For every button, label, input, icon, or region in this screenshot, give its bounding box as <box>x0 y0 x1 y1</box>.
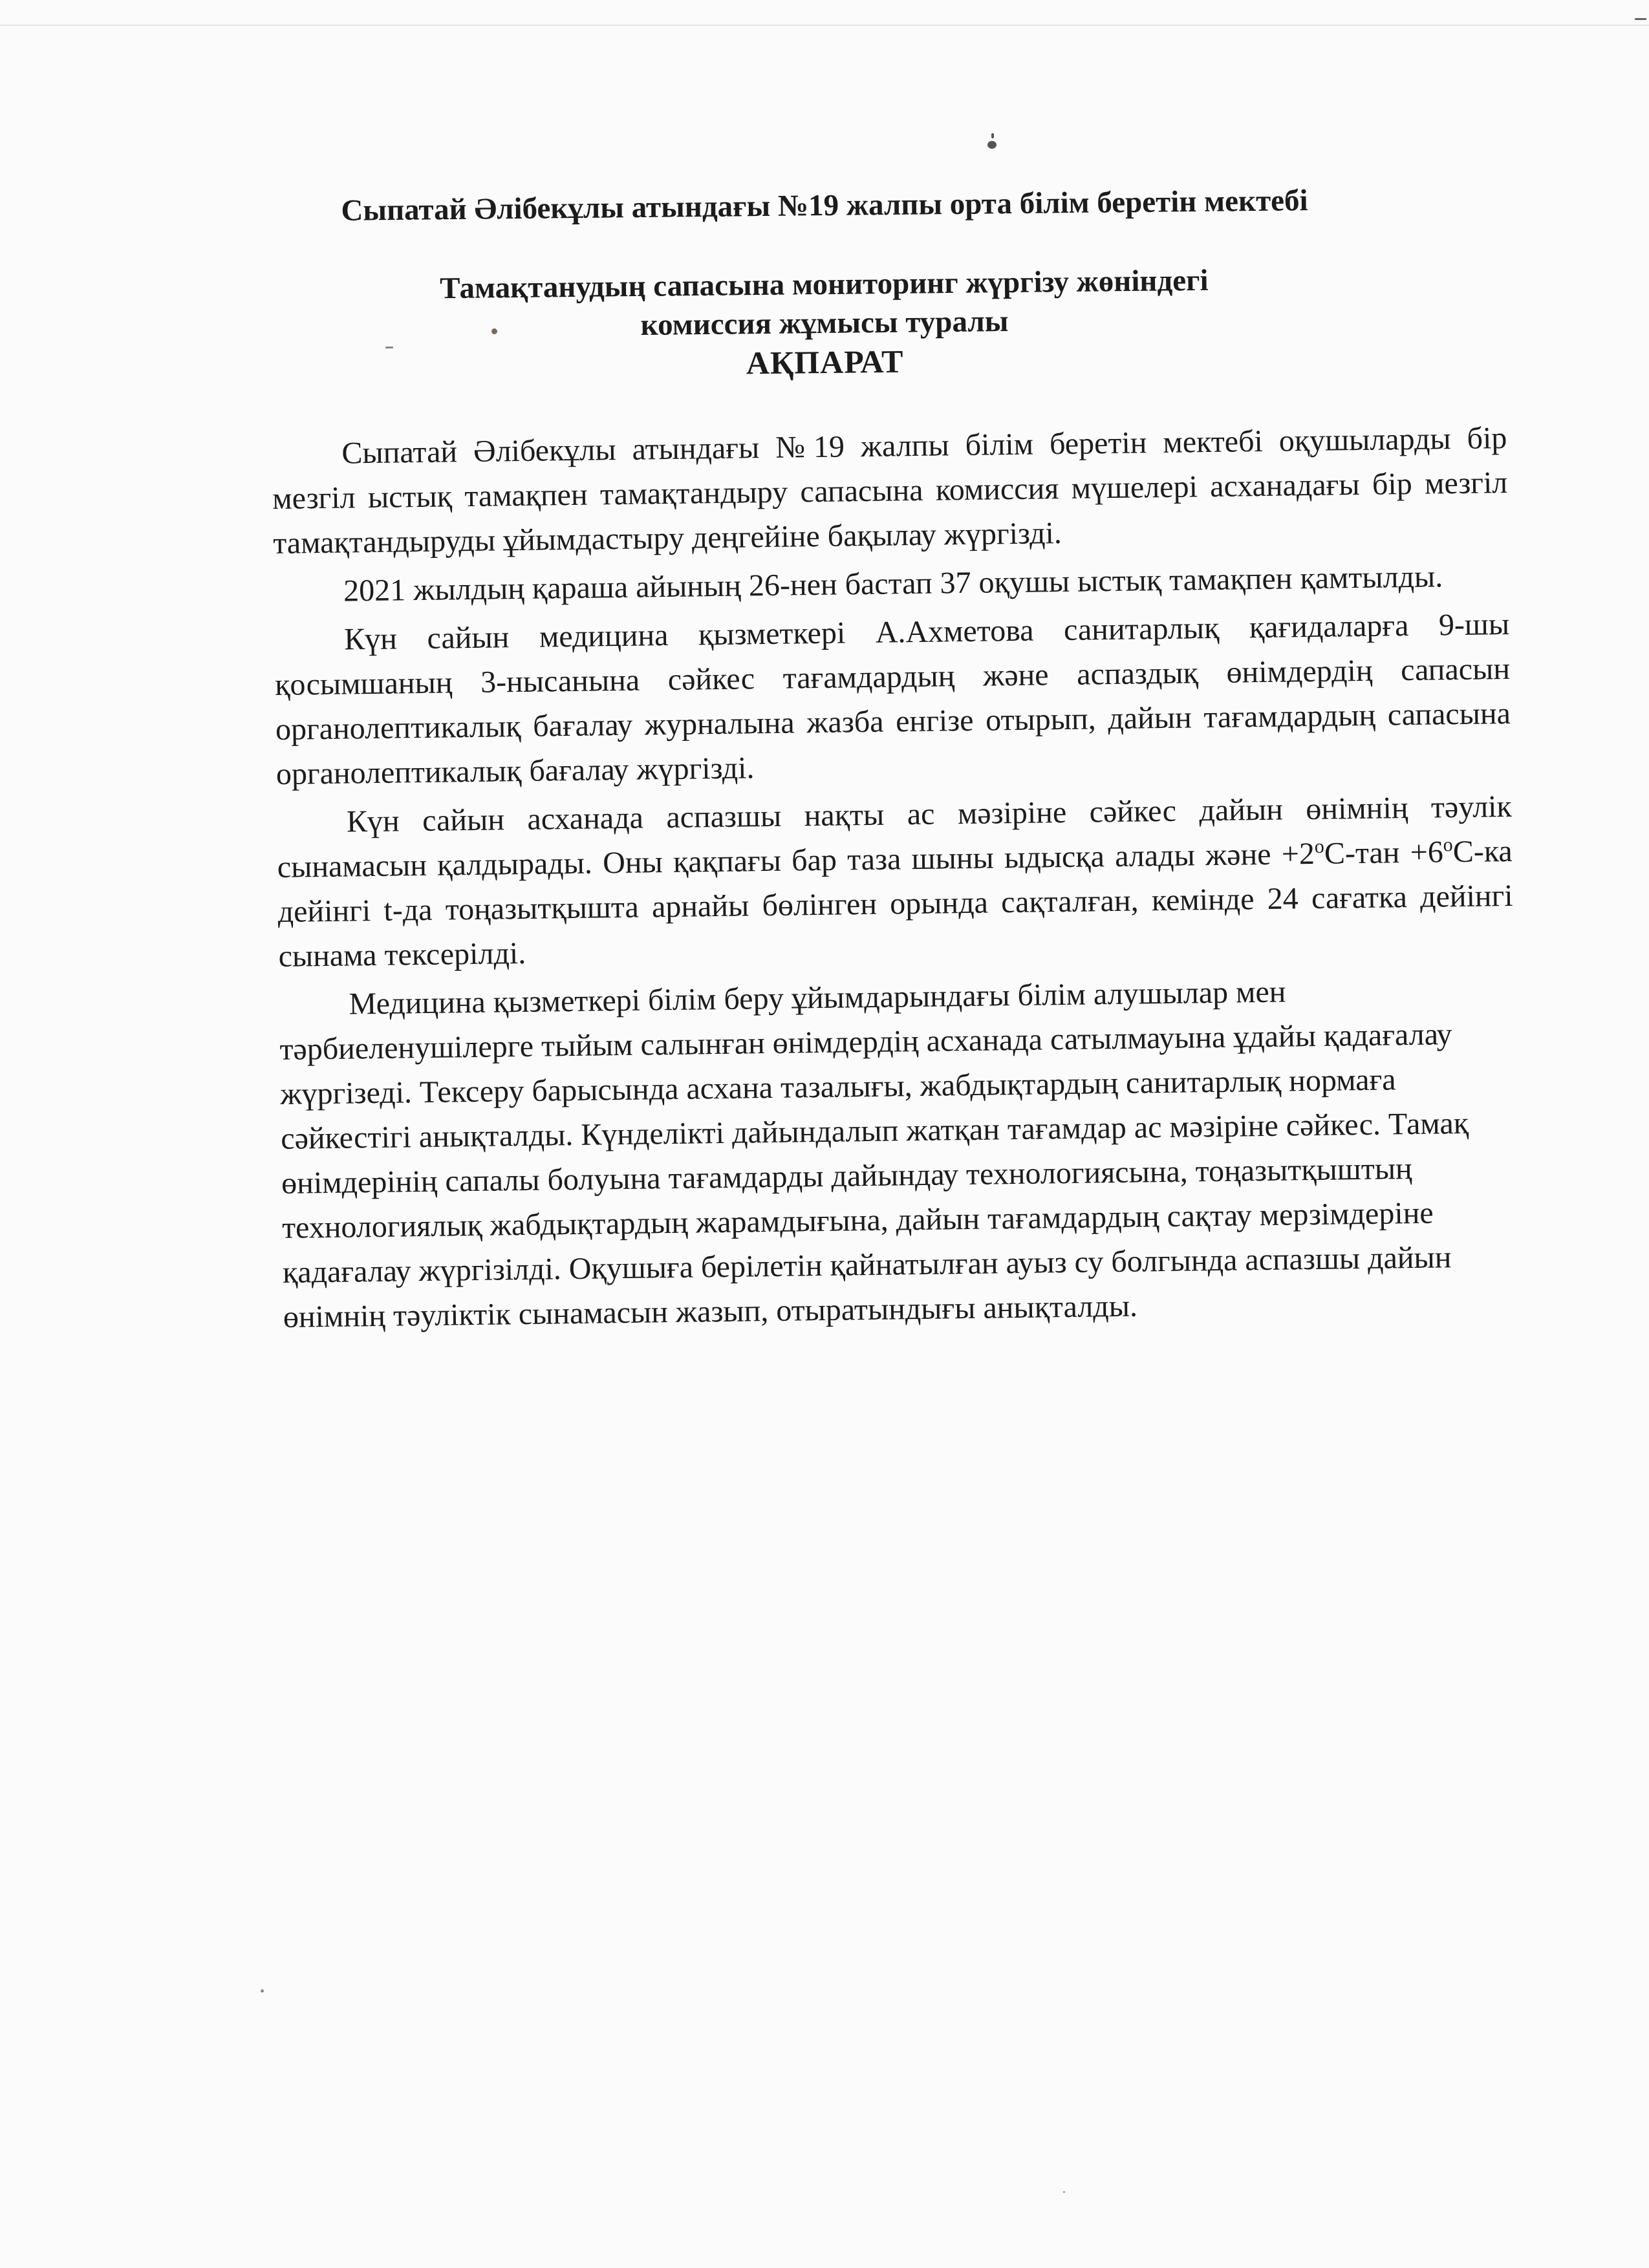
paragraph-2: 2021 жылдың қараша айының 26-нен бастап 37 оқушы ыстық тамақпен қамтылды. <box>343 559 1443 608</box>
school-title: Сыпатай Әлібекұлы атындағы №19 жалпы орта білім беретін мектебі <box>341 184 1308 228</box>
scan-speck <box>987 141 997 149</box>
subject-title-line-1: Тамақтанудың сапасына мониторинг жүргізу жөніндегі <box>439 263 1209 306</box>
paragraph-4-text-part-2: С-тан +6 <box>1324 835 1444 871</box>
paragraph-4-text-part-1: Күн сайын асханада аспазшы нақты ас мәзіріне сәйкес дайын өнімнің тәулік сынамасын қалдырады. Оны қақпағы бар таза шыны ыдысқа алады және +2 <box>277 789 1513 884</box>
paragraph-1: Сыпатай Әлібекұлы атындағы №19 жалпы білім беретін мектебі оқушыларды бір мезгіл ыстық тамақпен тамақтандыру сапасына комиссия мүшелері асханадағы бір мезгіл тамақтандыруды ұйымдастыру деңгейіне бақылау жүргізді. <box>272 420 1508 561</box>
subject-title-line-2: комиссия жұмысы туралы <box>640 305 1009 342</box>
scan-speck <box>1063 2191 1065 2193</box>
paragraph-3: Күн сайын медицина қызметкері А.Ахметова санитарлық қағидаларға 9-шы қосымшаның 3-нысанына сәйкес тағамдардың және аспаздық өнімдердің сапасын органолептикалық бағалау журналына жазба енгізе отырып, дайын тағамдардың сапасына органолептикалық бағалау жүргізді. <box>274 606 1511 791</box>
scan-speck <box>991 133 994 138</box>
scan-speck <box>1635 18 1646 20</box>
degree-mark: о <box>1314 835 1324 857</box>
scan-edge-line <box>0 25 1649 26</box>
paragraph-4 <box>276 784 1513 979</box>
scan-speck <box>261 1989 264 1993</box>
document-subject <box>0 257 1649 390</box>
paragraph-5: Медицина қызметкері білім беру ұйымдарындағы білім алушылар мен тәрбиеленушілерге тыйым салынған өнімдердің асханада сатылмауына ұдайы қадағалау жүргізеді. Тексеру барысында асхана тазалығы, жабдықтардың санитарлық нормаға сәйкестігі анықталды. Күнделікті дайындалып жатқан тағамдар ас мәзіріне сәйкес. Тамақ өнімдерінің сапалы болуына тағамдарды дайындау технологиясына, тоңазытқыштың технологиялық жабдықтардың жарамдығына, дайын тағамдардың сақтау мерзімдеріне қадағалау жүргізілді. Оқушыға берілетін қайнатылған ауыз су болгында аспазшы дайын өнімнің тәуліктік сынамасын жазып, отыратындығы анықталды. <box>279 974 1469 1334</box>
document-body <box>272 416 1518 1343</box>
document-heading: АҚПАРАТ <box>746 343 904 381</box>
paragraph-4-text-part-3: С-ка дейінгі t-да тоңазытқышта арнайы бөлінген орында сақталған, кемінде 24 сағатка дейінгі сынама тексерілді. <box>277 833 1513 974</box>
degree-mark: о <box>1443 834 1453 856</box>
